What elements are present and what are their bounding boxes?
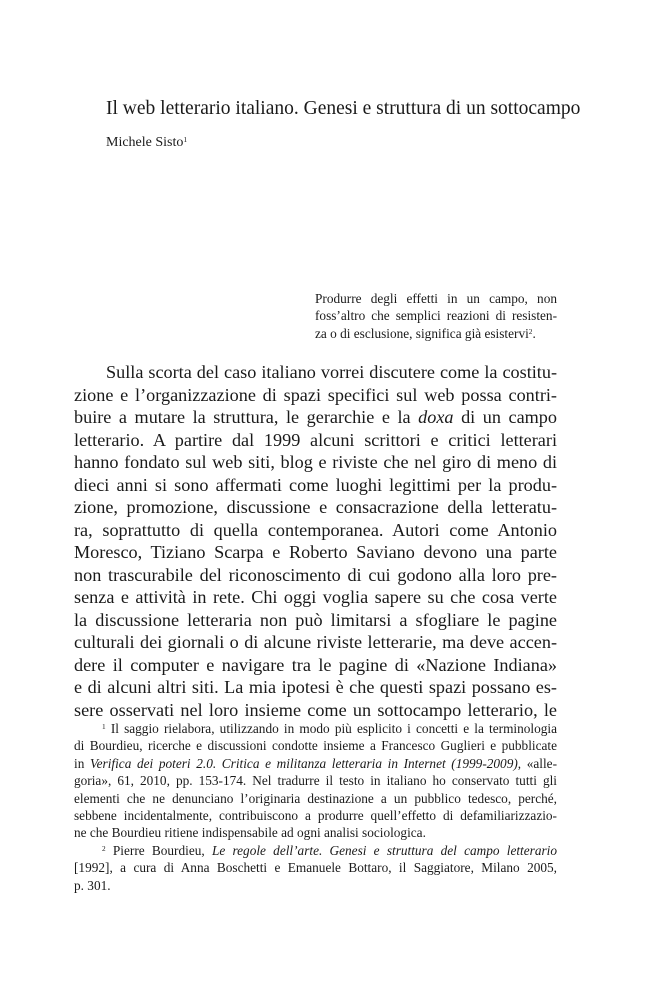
footnote-1-line: in Verifica dei poteri 2.0. Critica e militanza letteraria in Internet (1999-2009), «alle- [74, 755, 558, 771]
footnote-1-line: elementi che ne denunciano l’originaria destinazione a un pubblico tedesco, perché, [74, 790, 557, 806]
footnote-1-line: sebbene incidentalmente, contribuiscono a produrre quell’effetto di defamiliarizzazio- [74, 808, 557, 824]
body-paragraph [74, 361, 557, 721]
author-line [106, 134, 187, 152]
body-line: buire a mutare la struttura, le gerarchie e la doxa di un campo [74, 407, 557, 427]
footnote-1-line: $^1$ Il saggio rielabora, utilizzando in modo più esplicito i concetti e la terminologia [102, 721, 557, 736]
body-line: dieci anni si sono affermati come luoghi legittimi per la produ- [74, 474, 557, 495]
epigraph [315, 290, 557, 342]
footnote-mark-2: 2 [102, 843, 106, 853]
body-line: Moresco, Tiziano Scarpa e Roberto Saviano devono una parte [74, 542, 557, 562]
body-line: letterario. A partire dal 1999 alcuni scrittori e critici letterari [74, 429, 557, 450]
body-line: la discussione letteraria non può limitarsi a sfogliare le pagine [74, 609, 557, 630]
body-line: senza e attività in rete. Chi oggi voglia sapere su che cosa verte [74, 587, 557, 607]
article-title: Il web letterario italiano. Genesi e struttura di un sottocampo [106, 98, 581, 119]
cited-title: Verifica dei poteri 2.0. Critica e militanza letteraria in Internet (1999-2009) [89, 755, 518, 771]
footnote-2-line: [1992], a cura di Anna Boschetti e Emanuele Bottaro, il Saggiatore, Milano 2005, [74, 860, 557, 876]
footnote-1-line: goria», 61, 2010, pp. 153-174. Nel tradurre il testo in italiano ho conservato tutti gli [74, 773, 557, 789]
body-line: e di alcuni altri siti. La mia ipotesi è che questi spazi possano es- [74, 677, 557, 697]
footnote-2-line: $^2$ Pierre Bourdieu, Le regole dell’arte. Genesi e struttura del campo letterario [102, 842, 557, 858]
footnote-2-line: p. 301. [74, 877, 111, 893]
footnote-1-line: ne che Bourdieu ritiene indispensabile ad ogni analisi sociologica. [74, 825, 426, 841]
body-line: hanno fondato sul web siti, blog e riviste che nel giro di meno di [74, 452, 557, 472]
doxa-term: doxa [418, 407, 454, 427]
body-line: Sulla scorta del caso italiano vorrei discutere come la costitu- [106, 362, 557, 382]
footnote-ref-1: 1 [183, 134, 188, 144]
body-line: ra, soprattutto di quella contemporanea. Autori come Antonio [74, 519, 557, 540]
epigraph-line: za o di esclusione, significa già esistervi$^2$. [315, 325, 536, 341]
cited-title: Le regole dell’arte. Genesi e struttura del campo letterario [211, 842, 557, 858]
body-line: zione e l’organizzazione di spazi specifici sul web possa contri- [74, 384, 557, 405]
body-line: dere il computer e navigare tra le pagine di «Nazione Indiana» [74, 654, 557, 675]
body-line: culturali dei giornali o di alcune riviste letterarie, ma deve accen- [74, 632, 557, 652]
epigraph-line: Produrre degli effetti in un campo, non [315, 291, 557, 306]
footnote-1-line: di Bourdieu, ricerche e discussioni condotte insieme a Francesco Guglieri e pubblicate [74, 738, 557, 754]
body-line: non trascurabile del riconoscimento di cui godono alla loro pre- [74, 564, 557, 585]
epigraph-line: foss’altro che semplici reazioni di resisten- [315, 308, 557, 324]
footnote-ref-2: 2 [528, 326, 533, 336]
footnote-mark-1: 1 [102, 721, 106, 731]
body-line: sere osservati nel loro insieme come un sottocampo letterario, le [74, 699, 557, 720]
footnotes [74, 720, 557, 894]
author-name: Michele Sisto [106, 135, 184, 150]
body-line: zione, promozione, discussione e consacrazione della letteratu- [74, 497, 557, 517]
